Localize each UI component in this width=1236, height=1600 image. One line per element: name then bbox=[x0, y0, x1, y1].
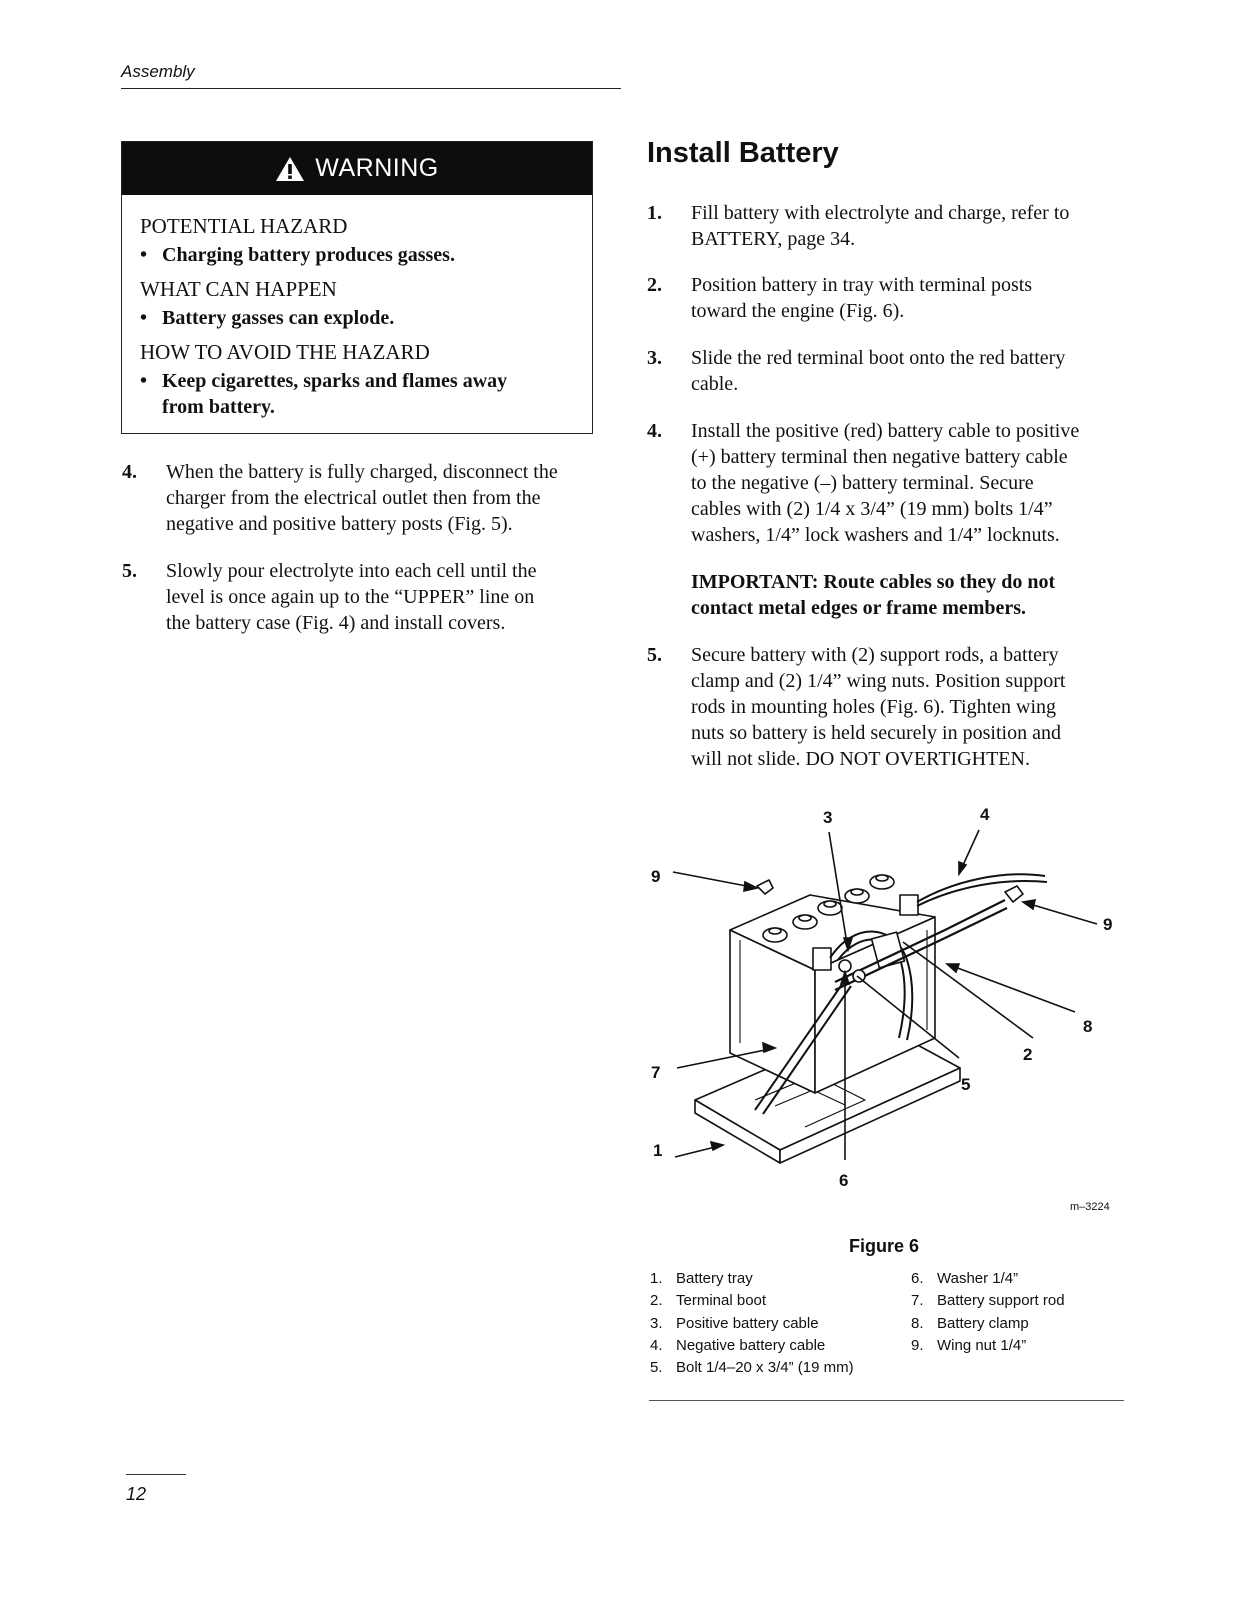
legend-number: 4. bbox=[650, 1337, 663, 1354]
step-text: Position battery in tray with terminal posts toward the engine (Fig. 6). bbox=[691, 274, 1033, 322]
legend-item bbox=[911, 1337, 1026, 1354]
step-text: Install the positive (red) battery cable to positive (+) battery terminal then negative battery cable to the negative (–) battery terminal. Secure cables with (2) 1/4 x 3/4” (19 mm) bolts 1/4” washers, 1/4” lock washers and 1/4” locknuts. bbox=[691, 420, 1080, 546]
how-to-avoid-text-2: from battery. bbox=[162, 396, 275, 418]
right-step-5 bbox=[647, 642, 1127, 774]
callout-1: 1 bbox=[653, 1141, 663, 1160]
right-step-4 bbox=[647, 418, 1127, 550]
step-number: 4. bbox=[122, 461, 137, 483]
step-text: Slide the red terminal boot onto the red battery cable. bbox=[691, 347, 1066, 395]
what-can-happen-item: • Battery gasses can explode. bbox=[140, 307, 395, 329]
legend-label: Washer 1/4” bbox=[937, 1270, 1019, 1287]
legend-item bbox=[650, 1359, 854, 1376]
legend-label: Battery tray bbox=[676, 1270, 753, 1287]
step-number: 5. bbox=[647, 644, 662, 666]
left-step-4 bbox=[122, 459, 602, 539]
callout-4: 4 bbox=[980, 805, 990, 824]
right-step-1 bbox=[647, 200, 1127, 254]
legend-item bbox=[650, 1315, 819, 1332]
legend-number: 5. bbox=[650, 1359, 663, 1376]
callout-2: 2 bbox=[1023, 1045, 1033, 1064]
callout-6: 6 bbox=[839, 1171, 849, 1190]
step-number: 2. bbox=[647, 274, 662, 296]
potential-hazard-item: • Charging battery produces gasses. bbox=[140, 244, 455, 266]
legend-item bbox=[650, 1292, 766, 1309]
how-to-avoid-item: • Keep cigarettes, sparks and flames away from battery. bbox=[140, 370, 508, 418]
legend-label: Battery clamp bbox=[937, 1315, 1029, 1332]
section-header: Assembly bbox=[121, 62, 195, 81]
section-title: Install Battery bbox=[647, 137, 839, 169]
warning-banner bbox=[122, 142, 592, 195]
legend-number: 7. bbox=[911, 1292, 924, 1309]
page-number: 12 bbox=[126, 1484, 147, 1504]
legend-number: 2. bbox=[650, 1292, 663, 1309]
how-to-avoid-heading: HOW TO AVOID THE HAZARD bbox=[140, 340, 430, 364]
warning-title: WARNING bbox=[315, 154, 439, 182]
how-to-avoid-text-1: Keep cigarettes, sparks and flames away bbox=[162, 370, 508, 392]
legend-number: 1. bbox=[650, 1270, 663, 1287]
legend-label: Terminal boot bbox=[676, 1292, 767, 1309]
left-step-5 bbox=[122, 558, 602, 638]
step-text: Slowly pour electrolyte into each cell until the level is once again up to the “UPPER” line on the battery case (Fig. 4) and install covers. bbox=[166, 560, 537, 634]
right-step-3 bbox=[647, 345, 1127, 399]
step-text: Secure battery with (2) support rods, a battery clamp and (2) 1/4” wing nuts. Position support rods in mounting holes (Fig. 6). Tighten wing nuts so battery is held securely in position and will not slide. DO NOT OVERTIGHTEN. bbox=[691, 644, 1066, 770]
potential-hazard-text: Charging battery produces gasses. bbox=[162, 244, 455, 266]
legend-number: 6. bbox=[911, 1270, 924, 1287]
callout-8: 8 bbox=[1083, 1017, 1093, 1036]
legend-item bbox=[650, 1337, 825, 1354]
warning-box bbox=[121, 141, 593, 434]
legend-label: Wing nut 1/4” bbox=[937, 1337, 1027, 1354]
right-step-2 bbox=[647, 272, 1127, 326]
legend-number: 8. bbox=[911, 1315, 924, 1332]
important-note: IMPORTANT: Route cables so they do not contact metal edges or frame members. bbox=[691, 571, 1056, 619]
step-number: 4. bbox=[647, 420, 662, 442]
legend-item bbox=[911, 1270, 1018, 1287]
callout-7: 7 bbox=[651, 1063, 661, 1082]
legend-item bbox=[650, 1270, 753, 1287]
what-can-happen-text: Battery gasses can explode. bbox=[162, 307, 395, 329]
step-number: 5. bbox=[122, 560, 137, 582]
what-can-happen-heading: WHAT CAN HAPPEN bbox=[140, 277, 337, 301]
legend-item bbox=[911, 1315, 1029, 1332]
legend-label: Battery support rod bbox=[937, 1292, 1065, 1309]
legend-item bbox=[911, 1292, 1065, 1309]
legend-number: 3. bbox=[650, 1315, 663, 1332]
legend-label: Negative battery cable bbox=[676, 1337, 826, 1354]
step-number: 3. bbox=[647, 347, 662, 369]
step-text: Fill battery with electrolyte and charge, refer to BATTERY, page 34. bbox=[691, 202, 1070, 250]
warning-triangle-icon bbox=[275, 156, 305, 182]
legend-number: 9. bbox=[911, 1337, 924, 1354]
figure-code: m–3224 bbox=[1070, 1201, 1110, 1213]
callout-5: 5 bbox=[961, 1075, 971, 1094]
battery-installation-diagram bbox=[645, 800, 1125, 1220]
potential-hazard-heading: POTENTIAL HAZARD bbox=[140, 214, 348, 238]
figure-bottom-rule bbox=[649, 1400, 1124, 1401]
step-number: 1. bbox=[647, 202, 662, 224]
header-rule bbox=[121, 88, 621, 89]
step-text: When the battery is fully charged, disconnect the charger from the electrical outlet then from the negative and positive battery posts (Fig. 5). bbox=[166, 461, 558, 535]
callout-9-right: 9 bbox=[1103, 915, 1113, 934]
figure-caption: Figure 6 bbox=[849, 1236, 920, 1256]
callout-9-left: 9 bbox=[651, 867, 661, 886]
legend-label: Positive battery cable bbox=[676, 1315, 819, 1332]
callout-3: 3 bbox=[823, 808, 833, 827]
footer-rule bbox=[126, 1474, 186, 1475]
legend-label: Bolt 1/4–20 x 3/4” (19 mm) bbox=[676, 1359, 854, 1376]
